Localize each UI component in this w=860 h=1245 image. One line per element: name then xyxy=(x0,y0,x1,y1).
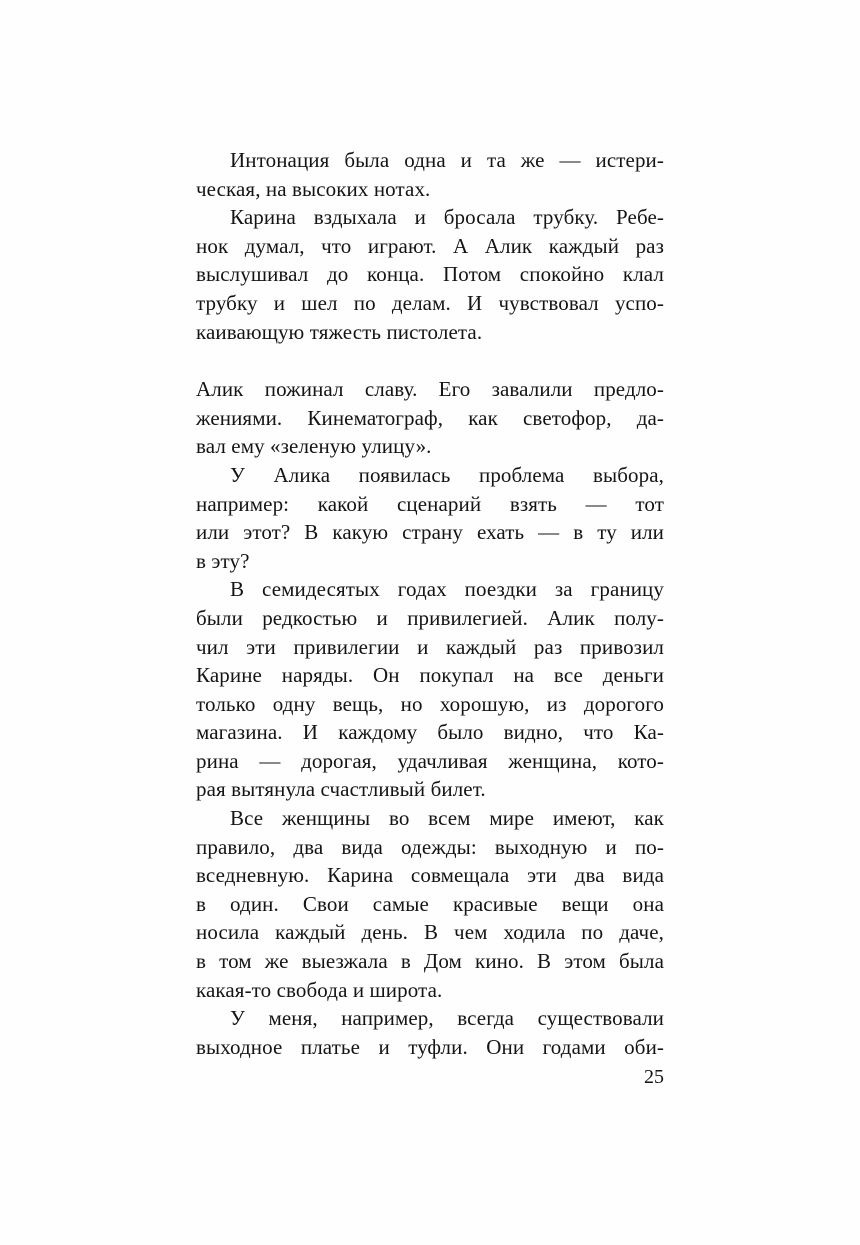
text-line: В семидесятых годах поездки за границу xyxy=(230,577,664,602)
text-block xyxy=(196,146,664,1061)
text-line: вседневную. Карина совмещала эти два вида xyxy=(196,863,664,888)
text-line: жениями. Кинематограф, как светофор, да- xyxy=(196,405,664,430)
text-line: нок думал, что играют. А Алик каждый раз xyxy=(196,233,664,258)
text-line: магазина. И каждому было видно, что Ка- xyxy=(196,720,664,745)
text-line: вал ему «зеленую улицу». xyxy=(196,434,432,459)
text-line: выходное платье и туфли. Они годами оби- xyxy=(196,1034,664,1059)
text-line: например: какой сценарий взять — тот xyxy=(196,491,664,516)
text-line: носила каждый день. В чем ходила по даче, xyxy=(196,920,664,945)
text-line: У меня, например, всегда существовали xyxy=(230,1006,664,1031)
paragraph xyxy=(196,575,664,804)
text-line: Все женщины во всем мире имеют, как xyxy=(230,806,664,831)
text-line: какая-то свобода и широта. xyxy=(196,977,443,1002)
paragraph xyxy=(196,1004,664,1061)
text-line: в один. Свои самые красивые вещи она xyxy=(196,891,664,916)
text-line: каивающую тяжесть пистолета. xyxy=(196,319,483,344)
text-line: были редкостью и привилегией. Алик полу- xyxy=(196,605,664,630)
paragraph xyxy=(196,804,664,1004)
text-line: ческая, на высоких нотах. xyxy=(196,176,431,201)
text-line: только одну вещь, но хорошую, из дорогого xyxy=(196,691,664,716)
text-line: чил эти привилегии и каждый раз привозил xyxy=(196,634,664,659)
text-line: Карина вздыхала и бросала трубку. Ребе- xyxy=(230,205,664,230)
text-line: выслушивал до конца. Потом спокойно клал xyxy=(196,262,664,287)
text-line: в том же выезжала в Дом кино. В этом была xyxy=(196,949,664,974)
text-line: Интонация была одна и та же — истери- xyxy=(230,148,664,172)
page-number: 25 xyxy=(644,1066,664,1088)
text-line: рая вытянула счастливый билет. xyxy=(196,777,486,802)
paragraph xyxy=(196,375,664,461)
paragraph-break xyxy=(196,346,664,375)
text-line: У Алика появилась проблема выбора, xyxy=(230,462,664,487)
paragraph xyxy=(196,461,664,575)
paragraph xyxy=(196,146,664,203)
text-line: или этот? В какую страну ехать — в ту или xyxy=(196,520,664,545)
text-line: Карине наряды. Он покупал на все деньги xyxy=(196,663,664,688)
text-line: правило, два вида одежды: выходную и по- xyxy=(196,834,664,859)
text-line: трубку и шел по делам. И чувствовал успо- xyxy=(196,290,664,315)
text-line: рина — дорогая, удачливая женщина, кото- xyxy=(196,748,664,773)
paragraph xyxy=(196,203,664,346)
text-line: Алик пожинал славу. Его завалили предло- xyxy=(196,377,664,402)
text-line: в эту? xyxy=(196,548,250,573)
